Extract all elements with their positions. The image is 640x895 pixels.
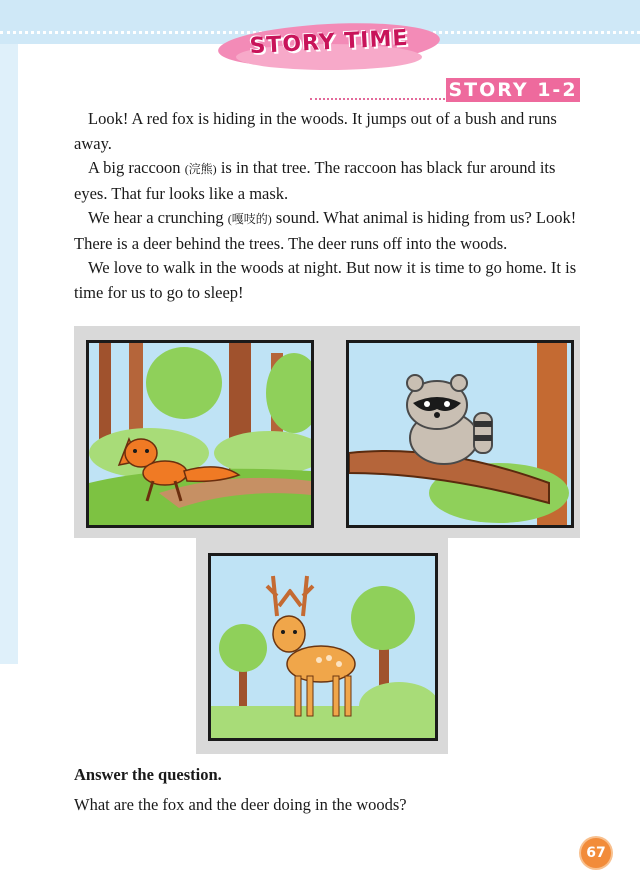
paragraph-text: Look! A red fox is hiding in the woods. It jumps out of a bush and runs away. xyxy=(74,109,557,153)
story-text xyxy=(74,107,580,305)
chinese-gloss: (浣熊) xyxy=(184,162,217,176)
story-badge: STORY 1-2 xyxy=(446,78,580,102)
paragraph-text: We love to walk in the woods at night. But now it is time to go home. It is time for us to go to sleep! xyxy=(74,258,577,302)
chinese-gloss: (嘎吱的) xyxy=(227,212,272,226)
section-title: STORY TIME xyxy=(248,25,410,60)
paragraph-text: We hear a crunching xyxy=(88,208,228,227)
story-paragraph-3 xyxy=(74,206,580,256)
question-text: What are the fox and the deer doing in the woods? xyxy=(74,795,407,814)
raccoon-illustration xyxy=(346,340,574,528)
fox-illustration xyxy=(86,340,314,528)
question-heading: Answer the question. xyxy=(74,765,222,784)
left-margin-band xyxy=(0,44,18,664)
story-paragraph-1 xyxy=(74,107,580,156)
paragraph-text: is in that tree. The raccoon has black fur around its eyes. That fur looks like a mask. xyxy=(74,158,556,203)
badge-dotted-rule xyxy=(310,98,445,100)
deer-illustration xyxy=(208,553,438,741)
paragraph-text: A big raccoon xyxy=(88,158,185,177)
story-paragraph-2 xyxy=(74,156,580,206)
page-number-badge: 67 xyxy=(581,838,611,868)
paragraph-text: sound. What animal is hiding from us? Look! There is a deer behind the trees. The deer runs off into the woods. xyxy=(74,208,577,253)
story-paragraph-4 xyxy=(74,256,580,305)
